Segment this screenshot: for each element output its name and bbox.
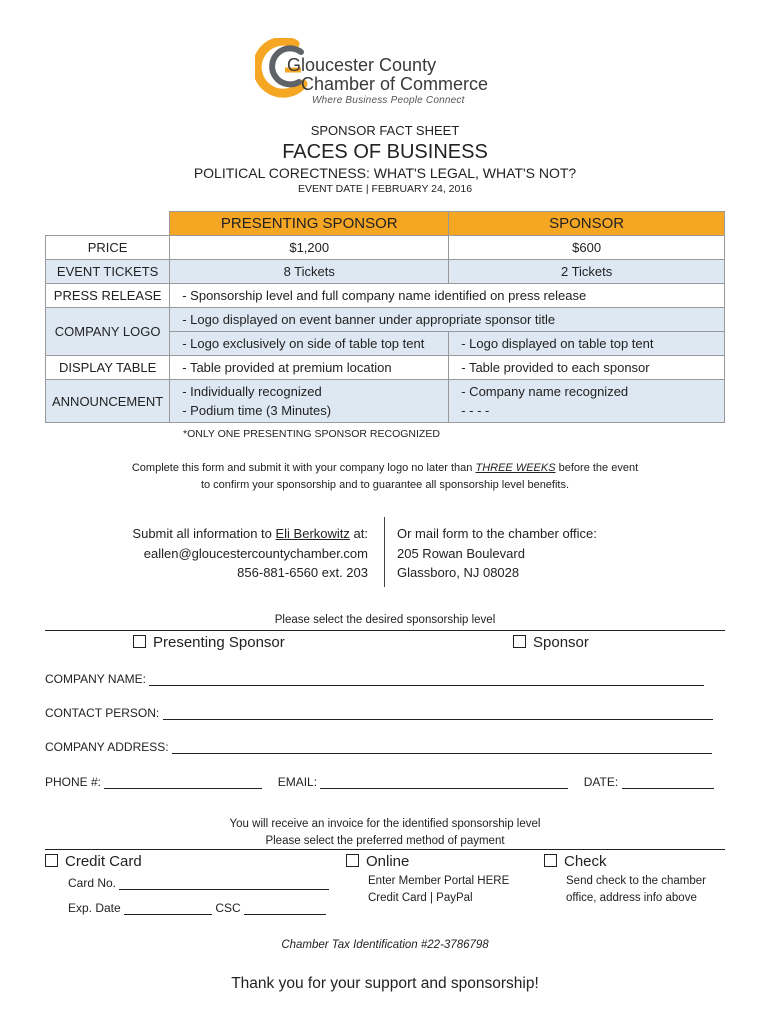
check-checkbox[interactable]	[544, 854, 557, 867]
phone-field[interactable]	[104, 775, 262, 789]
event-subtitle: POLITICAL CORECTNESS: WHAT'S LEGAL, WHAT'S NOT?	[193, 165, 577, 181]
check-info	[566, 873, 706, 907]
company-name-field[interactable]	[149, 672, 704, 686]
logo-line1: Gloucester County	[287, 55, 437, 75]
date-label: DATE:	[583, 775, 619, 789]
display-sponsor: - Table provided to each sponsor	[449, 356, 725, 380]
tickets-sponsor: 2 Tickets	[449, 260, 725, 284]
contact-divider	[384, 517, 385, 587]
exp-date-label: Exp. Date	[68, 901, 121, 915]
contact-person-label: CONTACT PERSON:	[45, 706, 160, 720]
company-address-label: COMPANY ADDRESS:	[45, 740, 169, 754]
invoice-note: You will receive an invoice for the identified sponsorship level	[229, 818, 541, 830]
payment-method-prompt: Please select the preferred method of payment	[265, 835, 505, 847]
logo-both: - Logo displayed on event banner under appropriate sponsor title	[170, 308, 725, 332]
mail-info	[397, 524, 597, 583]
logo-presenting: - Logo exclusively on side of table top tent	[170, 332, 449, 356]
table-row-tickets	[46, 260, 725, 284]
announce-sponsor-1: - Company name recognized	[461, 384, 629, 399]
instructions-post: before the event	[555, 462, 639, 474]
tax-id: Chamber Tax Identification #22-3786798	[281, 939, 489, 951]
company-name-label: COMPANY NAME:	[45, 672, 146, 686]
exp-date-field[interactable]	[124, 901, 212, 915]
announce-label: ANNOUNCEMENT	[46, 380, 170, 423]
credit-card-label: Credit Card	[65, 853, 142, 870]
table-row-display	[46, 356, 725, 380]
table-row-price	[46, 236, 725, 260]
email-field[interactable]	[320, 775, 568, 789]
mail-heading: Or mail form to the chamber office:	[397, 526, 597, 541]
option-sponsor-label: Sponsor	[533, 634, 589, 651]
logo-sponsor: - Logo displayed on table top tent	[449, 332, 725, 356]
contact-phone: 856-881-6560 ext. 203	[237, 565, 368, 580]
col-presenting-sponsor: PRESENTING SPONSOR	[170, 212, 449, 236]
submit-pre: Submit all information to	[132, 526, 276, 541]
mail-address1: 205 Rowan Boulevard	[397, 545, 525, 561]
press-both: - Sponsorship level and full company name identified on press release	[170, 284, 725, 308]
online-info	[368, 873, 509, 907]
announce-sponsor	[449, 380, 725, 423]
display-label: DISPLAY TABLE	[46, 356, 170, 380]
csc-label: CSC	[215, 901, 241, 915]
option-online[interactable]	[346, 853, 409, 870]
option-check[interactable]	[544, 853, 607, 870]
card-no-field[interactable]	[119, 876, 329, 890]
instructions-pre: Complete this form and submit it with your company logo no later than	[131, 462, 476, 474]
price-presenting: $1,200	[170, 236, 449, 260]
logo-line2: Chamber of Commerce	[301, 74, 489, 94]
member-portal-link[interactable]: HERE	[477, 875, 510, 887]
option-sponsor[interactable]	[513, 634, 589, 651]
sponsorship-table	[45, 211, 725, 423]
submit-info	[60, 524, 368, 583]
select-prompt: Please select the desired sponsorship level	[274, 614, 496, 626]
chamber-logo	[255, 38, 517, 108]
price-label: PRICE	[46, 236, 170, 260]
instructions-line1	[0, 460, 770, 477]
col-sponsor: SPONSOR	[449, 212, 725, 236]
mail-address2: Glassboro, NJ 08028	[397, 565, 520, 580]
sponsor-checkbox[interactable]	[513, 635, 526, 648]
logo-label: COMPANY LOGO	[46, 308, 170, 356]
table-row-logo-1	[46, 308, 725, 332]
company-address-row	[45, 740, 712, 754]
online-line2: Credit Card | PayPal	[368, 892, 473, 904]
deadline-emphasis: THREE WEEKS	[475, 462, 556, 474]
page-title: FACES OF BUSINESS	[282, 141, 488, 163]
submit-post: at:	[349, 526, 368, 541]
check-line2: office, address info above	[566, 892, 697, 904]
option-presenting[interactable]	[133, 634, 285, 651]
company-address-field[interactable]	[172, 740, 712, 754]
instructions-line2: to confirm your sponsorship and to guarantee all sponsorship level benefits.	[200, 479, 570, 491]
price-sponsor: $600	[449, 236, 725, 260]
option-credit-card[interactable]	[45, 853, 142, 870]
announce-presenting-1: - Individually recognized	[182, 384, 322, 399]
logo-tagline: Where Business People Connect	[312, 95, 465, 106]
date-field[interactable]	[622, 775, 714, 789]
press-label: PRESS RELEASE	[46, 284, 170, 308]
announce-sponsor-2: - - - -	[461, 403, 490, 418]
table-footnote: *ONLY ONE PRESENTING SPONSOR RECOGNIZED	[183, 428, 440, 440]
csc-field[interactable]	[244, 901, 326, 915]
table-row-announcement	[46, 380, 725, 423]
email-label: EMAIL:	[277, 775, 318, 789]
phone-email-date-row	[45, 775, 714, 789]
phone-label: PHONE #:	[45, 775, 102, 789]
company-name-row	[45, 672, 704, 686]
instructions	[0, 460, 770, 494]
online-checkbox[interactable]	[346, 854, 359, 867]
tickets-label: EVENT TICKETS	[46, 260, 170, 284]
check-line1: Send check to the chamber	[566, 875, 706, 887]
tickets-presenting: 8 Tickets	[170, 260, 449, 284]
thank-you: Thank you for your support and sponsorship!	[231, 975, 539, 992]
payment-notes	[0, 816, 770, 850]
table-header-row	[46, 212, 725, 236]
select-rule	[45, 630, 725, 631]
submit-line	[60, 524, 368, 544]
online-line1-pre: Enter Member Portal	[368, 875, 478, 887]
check-label: Check	[564, 853, 607, 870]
presenting-checkbox[interactable]	[133, 635, 146, 648]
online-label: Online	[366, 853, 410, 870]
card-no-label: Card No.	[68, 876, 117, 890]
online-line1	[368, 873, 509, 890]
display-presenting: - Table provided at premium location	[170, 356, 449, 380]
sheet-kicker: SPONSOR FACT SHEET	[310, 123, 460, 138]
payment-rule	[45, 849, 725, 850]
exp-csc-row	[68, 901, 326, 915]
card-no-row	[68, 876, 329, 890]
announce-presenting	[170, 380, 449, 423]
announce-presenting-2: - Podium time (3 Minutes)	[182, 403, 332, 418]
contact-name: Eli Berkowitz	[275, 526, 350, 541]
contact-person-field[interactable]	[163, 706, 713, 720]
credit-card-checkbox[interactable]	[45, 854, 58, 867]
table-row-press	[46, 284, 725, 308]
table-corner	[46, 212, 170, 236]
contact-person-row	[45, 706, 713, 720]
option-presenting-label: Presenting Sponsor	[153, 634, 285, 651]
event-date: EVENT DATE | FEBRUARY 24, 2016	[297, 183, 473, 195]
contact-email[interactable]: eallen@gloucestercountychamber.com	[143, 545, 368, 561]
